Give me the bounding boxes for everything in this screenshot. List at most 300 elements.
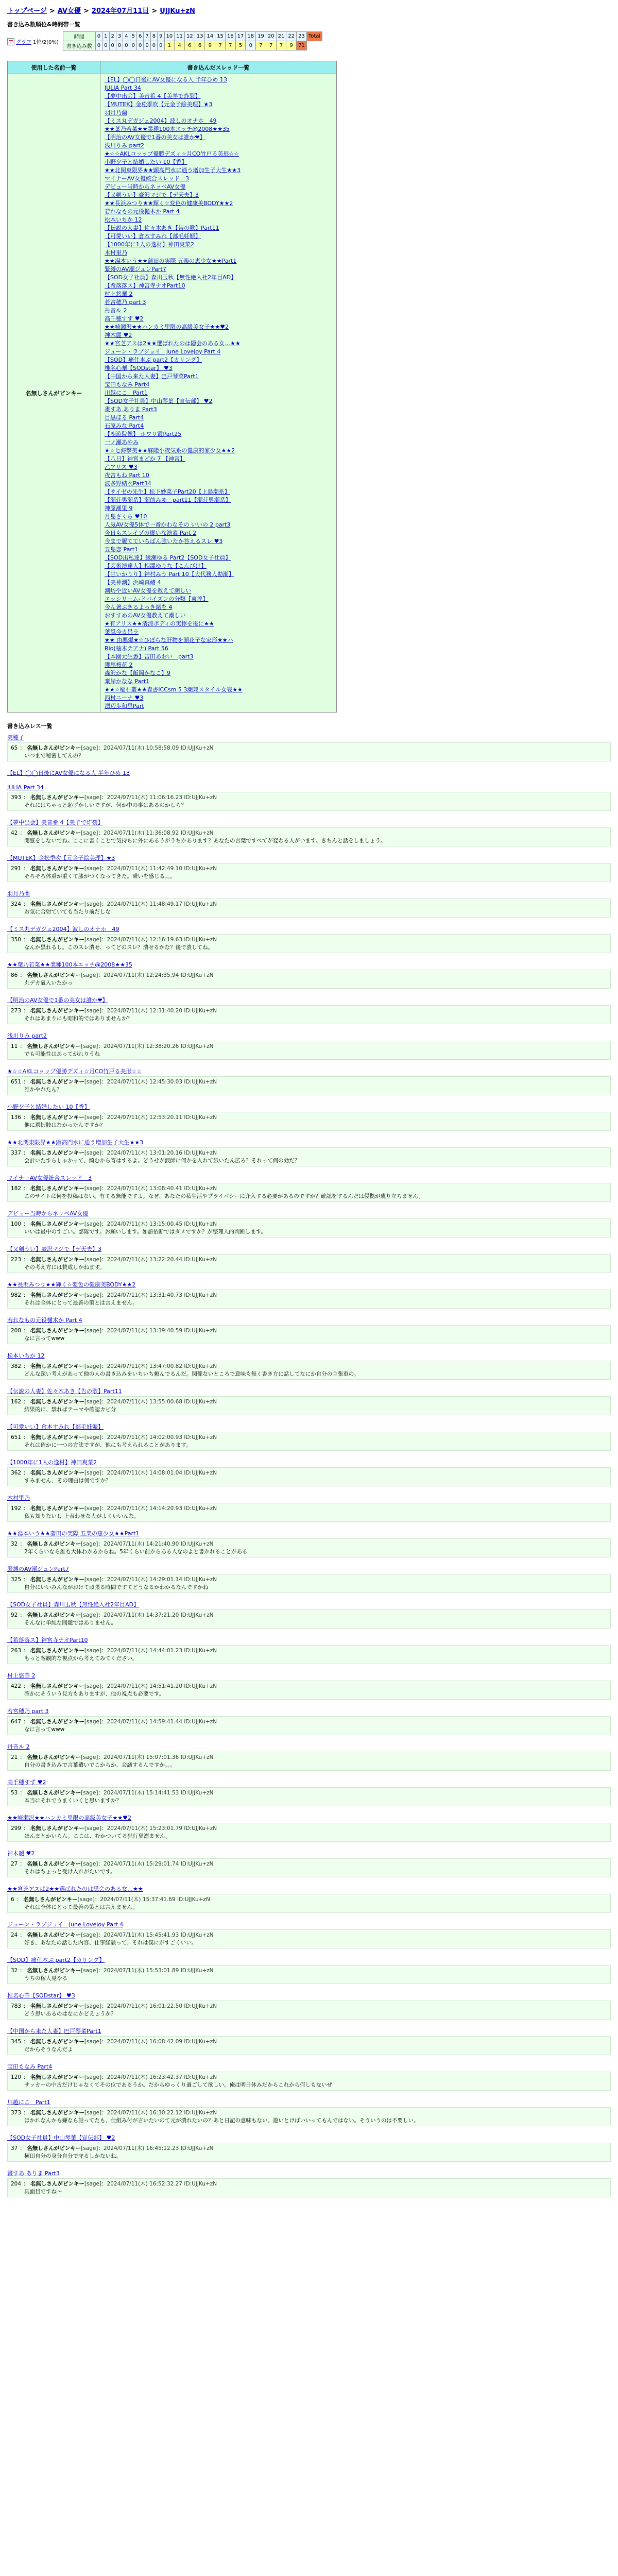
res-thread-title <box>7 1031 611 1040</box>
res-thread-link[interactable]: 丹音ル 2 <box>7 1743 30 1750</box>
res-thread-link[interactable]: 【ミス丸デガジェ2004】波しのオナホ 49 <box>7 926 119 933</box>
res-number[interactable]: 337 <box>11 1150 22 1156</box>
res-id[interactable]: ID:UJJKu+zN <box>184 1825 217 1832</box>
thread-link[interactable]: 一ノ瀬あやみ <box>105 439 139 446</box>
thread-link[interactable]: 棄岸かなな Part1 <box>105 678 150 685</box>
res-date: 2024/07/11(木) 13:22:20.44 <box>107 1257 183 1263</box>
thread-link[interactable]: 若れなもの元役樋木か Part 4 <box>105 208 180 215</box>
res-thread-link[interactable]: 【SOD】痛仕本ぶ part2【カリング】 <box>7 1957 105 1963</box>
res-number[interactable]: 345 <box>11 2039 22 2045</box>
thread-link[interactable]: Rio(柚木テアナ) Part 56 <box>105 645 168 652</box>
res-number[interactable]: 65 <box>11 745 18 751</box>
thread-link[interactable]: ★★ 由悪爆★☆ひぼらな肝物を潮花子な家形★★ハ <box>105 637 233 643</box>
res-number[interactable]: 192 <box>11 1505 22 1512</box>
thread-link[interactable]: 西村ニーナ ♥3 <box>105 694 144 701</box>
res-sage: [sage] <box>84 1008 102 1014</box>
res-header: 120 ： 名無しさんがピンキー[sage]：2024/07/11(木) 16:23:42.37 ID:UJJKu+zN <box>11 2074 217 2080</box>
res-post <box>7 1645 611 1664</box>
thread-list-item <box>105 290 332 298</box>
res-name: 名無しさんがピンキー <box>30 1328 84 1334</box>
res-block <box>7 1849 611 1877</box>
res-thread-link[interactable]: 美穂子 <box>7 734 24 741</box>
thread-list-item <box>105 562 332 570</box>
thread-link[interactable]: 【SOD】痛仕本ぶ part2【カリング】 <box>105 357 202 363</box>
res-number[interactable]: 162 <box>11 1399 22 1405</box>
res-block <box>7 1138 611 1166</box>
thread-link[interactable]: 月島さくら ♥10 <box>105 513 147 520</box>
res-post <box>7 1183 611 1202</box>
res-id[interactable]: ID:UJJKu+zN <box>184 1470 217 1476</box>
res-thread-link[interactable]: 宝田もなみ Part4 <box>7 2063 53 2070</box>
res-id[interactable]: ID:UJJKu+zN <box>177 1896 210 1903</box>
res-number[interactable]: 11 <box>11 1043 18 1049</box>
res-id[interactable]: ID:UJJKu+zN <box>184 901 217 907</box>
res-header: 182 ： 名無しさんがピンキー[sage]：2024/07/11(木) 13:08:40.41 ID:UJJKu+zN <box>11 1185 217 1192</box>
thread-link[interactable]: 【SOD女子社員】森川玉秋【無性絶入社2年目AD】 <box>105 274 237 281</box>
thread-link[interactable]: ★★崎瀬沢★★ハンカミ里限の高級美女子★★♥2 <box>105 324 229 330</box>
res-id[interactable]: ID:UJJKu+zN <box>184 2039 217 2045</box>
res-block <box>7 2169 611 2197</box>
res-number[interactable]: 208 <box>11 1328 22 1334</box>
thread-link[interactable]: 今まで履てていちばん強いたか答えるスレ ♥3 <box>105 538 223 545</box>
res-number[interactable]: 651 <box>11 1434 22 1440</box>
res-number[interactable]: 182 <box>11 1185 22 1192</box>
res-thread-link[interactable]: 【希落落ス】神宮寺ナオPart10 <box>7 1637 88 1643</box>
res-body: 好き、あなたの話した内容、仕事経験って、それは僕にがすごくいい。 <box>24 1940 197 1946</box>
res-thread-link[interactable]: デビュー当時からネッペAV女優 <box>7 1210 89 1217</box>
res-thread-link[interactable]: 【可愛いい】倉本すみれ【部毛妊娠】 <box>7 1423 104 1430</box>
res-id[interactable]: ID:UJJKu+zN <box>184 1114 217 1121</box>
thread-link[interactable]: 【鹿遊院像】 ホワリ霞Part25 <box>105 431 182 437</box>
res-post <box>7 742 611 761</box>
count-cell: 6 <box>184 41 195 50</box>
res-id[interactable]: ID:UJJKu+zN <box>184 937 217 943</box>
res-id[interactable]: ID:UJJKu+zN <box>184 1399 217 1405</box>
thread-link[interactable]: 【夢中出会】美音希 4【美羊で炸裂】 <box>105 93 201 99</box>
chart-icon[interactable] <box>7 38 14 45</box>
thread-link[interactable]: 【SOD女子社員】中山琴葉【宣伝部】 ♥2 <box>105 398 213 404</box>
thread-link[interactable]: 石原みな Part4 <box>105 422 144 429</box>
res-number[interactable]: 291 <box>11 866 22 872</box>
res-thread-link[interactable]: 村上悠華 2 <box>7 1672 36 1679</box>
res-post <box>7 2001 611 2020</box>
thread-link[interactable]: 【甘いかりり】神村みう Part 10【大代務人勘潮】 <box>105 571 234 578</box>
res-thread-link[interactable]: 若れなもの元役樋木か Part 4 <box>7 1317 82 1324</box>
count-cell: 5 <box>235 41 246 50</box>
breadcrumb-home[interactable]: トップページ <box>7 7 47 15</box>
res-thread-link[interactable]: ★★葉乃若菜★★業種100本エッチ@2008★★35 <box>7 961 132 968</box>
res-number[interactable]: 24 <box>11 1932 18 1938</box>
res-id[interactable]: ID:UJJKu+zN <box>180 1968 214 1974</box>
hour-cell: 16 <box>225 32 235 41</box>
thread-link[interactable]: 【八日】神宮まどか 7 【神宮】 <box>105 455 185 462</box>
thread-link[interactable]: 【ミス丸デガジェ2004】波しのオナホ 49 <box>105 117 217 124</box>
res-name: 名無しさんがピンキー <box>27 830 81 836</box>
stats-title: 書き込み数順位&時間帯一覧 <box>7 21 80 28</box>
thread-link[interactable]: 羽月乃蘭 <box>105 109 127 116</box>
poster-name: 名無しさんがピンキー <box>8 74 100 713</box>
res-number[interactable]: 373 <box>11 2110 22 2116</box>
thread-link[interactable]: ★★宮芝アスは2★★選ばれたのは隠会のある女…★★ <box>105 340 241 347</box>
breadcrumb-board[interactable]: AV女優 <box>57 7 81 15</box>
res-id[interactable]: ID:UJJKu+zN <box>184 1648 217 1654</box>
thread-link[interactable]: 獲尾桜花 2 <box>105 662 133 668</box>
thread-link[interactable]: ★★☆稲石叢★★森書ICCsm 5 3潮兼スタイル女妄★★ <box>105 686 243 693</box>
thread-link[interactable]: 【芸術演達人】相澤ゆりな【こんびけ】 <box>105 563 207 569</box>
res-name: 名無しさんがピンキー <box>30 2074 84 2080</box>
thread-link[interactable]: 湧辺歩和里Part <box>105 703 144 709</box>
res-number[interactable]: 86 <box>11 972 18 978</box>
res-body: 他に選択肢はなかったんですか？ <box>24 1122 106 1128</box>
res-date: 2024/07/11(木) 15:07:01.36 <box>103 1754 179 1760</box>
res-thread-title <box>7 1742 611 1751</box>
thread-link[interactable]: 浅川りみ part2 <box>105 142 145 149</box>
res-post <box>7 792 611 811</box>
res-thread-title <box>7 1636 611 1644</box>
res-number[interactable]: 299 <box>11 1825 22 1832</box>
res-id[interactable]: ID:UJJKu+zN <box>180 830 214 836</box>
res-thread-link[interactable]: 【SOD女子社員】森川玉秋【無性絶入社2年目AD】 <box>7 1601 140 1608</box>
res-body: このサイトに何を投稿はない。有てる無能ですよ。なぜ、あなたの私生活やプライバシーに介入する必要があるのですか？確認をするんだは侵拠が成り立ちません。 <box>24 1193 424 1199</box>
res-date: 2024/07/11(木) 16:30:22.12 <box>107 2110 183 2116</box>
res-header: 86 ： 名無しさんがピンキー[sage]：2024/07/11(木) 12:24:35.94 ID:UJJKu+zN <box>11 972 214 978</box>
res-thread-link[interactable]: 【夢中出会】美音希 4【美羊で炸裂】 <box>7 819 104 826</box>
thread-link[interactable]: おすすめのAV女優教えて潮しい <box>105 612 186 619</box>
res-date: 2024/07/11(木) 13:08:40.41 <box>107 1185 183 1192</box>
res-thread-link[interactable]: 松本いちか 12 <box>7 1352 45 1359</box>
thread-link[interactable]: 小野夕子と結婚したい 10【香】 <box>105 159 187 165</box>
res-number[interactable]: 21 <box>11 1754 18 1760</box>
thread-link[interactable]: 椎名心華【SODstar】 ♥3 <box>105 365 173 371</box>
res-id[interactable]: ID:UJJKu+zN <box>184 1577 217 1583</box>
res-sage: [sage] <box>84 2003 102 2009</box>
thread-link[interactable]: 村上悠華 2 <box>105 291 133 297</box>
res-id[interactable]: ID:UJJKu+zN <box>184 1257 217 1263</box>
thread-link[interactable]: 葉風今カ呂ラ <box>105 629 139 635</box>
res-thread-link[interactable]: 川越にこ Part1 <box>7 2099 50 2106</box>
thread-link[interactable]: 【MUTEK】金松季吹【元金子絵美理】★3 <box>105 101 213 108</box>
res-id[interactable]: ID:UJJKu+zN <box>184 1292 217 1298</box>
res-id[interactable]: ID:UJJKu+zN <box>184 1505 217 1512</box>
res-header: 100 ： 名無しさんがピンキー[sage]：2024/07/11(木) 13:15:00.45 ID:UJJKu+zN <box>11 1221 217 1227</box>
res-name: 名無しさんがピンキー <box>23 1896 78 1903</box>
thread-link[interactable]: 若宮穂乃 part 3 <box>105 299 146 306</box>
res-number[interactable]: 647 <box>11 1719 22 1725</box>
res-body: 横田自分の身分自分で守るしかないね。 <box>24 2153 122 2159</box>
thread-link[interactable]: 松本いちか 12 <box>105 216 142 223</box>
thread-link[interactable]: 畫すあ ありま Part3 <box>105 406 157 413</box>
res-post <box>7 1005 611 1024</box>
res-number[interactable]: 204 <box>11 2181 22 2187</box>
res-thread-link[interactable]: 【又剣うい】豪沢マジで【デ天夫】3 <box>7 1246 101 1252</box>
res-id[interactable]: ID:UJJKu+zN <box>184 1221 217 1227</box>
thread-list-item <box>105 521 332 529</box>
thread-link[interactable]: ★★湯本いう★★蒲田の実際 五楽の恵少女★★Part1 <box>105 258 237 264</box>
thread-link[interactable]: 高千穂すず ♥2 <box>105 315 144 322</box>
res-number[interactable]: 982 <box>11 1292 22 1298</box>
res-number[interactable]: 42 <box>11 830 18 836</box>
res-number[interactable]: 6 <box>11 1896 14 1903</box>
res-sage: [sage] <box>84 1434 102 1440</box>
res-number[interactable]: 136 <box>11 1114 22 1121</box>
res-number[interactable]: 223 <box>11 1257 22 1263</box>
res-sage: [sage] <box>84 1399 102 1405</box>
res-thread-link[interactable]: 【明治のAV女優で1番の美女は誰か❤】 <box>7 997 108 1004</box>
thread-list-item <box>105 397 332 405</box>
res-post <box>7 1787 611 1806</box>
thread-link[interactable]: 【本園元生悉】吉田あおい part3 <box>105 653 194 660</box>
thread-link[interactable]: 神木麗 ♥2 <box>105 332 132 338</box>
res-number[interactable]: 783 <box>11 2003 22 2009</box>
res-thread-link[interactable]: 【SOD女子社員】中山琴葉【宣伝部】 ♥2 <box>7 2134 115 2141</box>
res-number[interactable]: 32 <box>11 1968 18 1974</box>
res-number[interactable]: 273 <box>11 1008 22 1014</box>
hour-cell: 23 <box>297 32 307 41</box>
res-thread-link[interactable]: 【MUTEK】金松季吹【元金子絵美理】★3 <box>7 855 115 861</box>
res-date: 2024/07/11(木) 15:14:41.53 <box>103 1790 179 1796</box>
res-thread-link[interactable]: 羽月乃蘭 <box>7 890 30 897</box>
res-body: どんな深い考えがあって他の人の書き込みをいちいち頼んでるんだ。関係ないところで意味も無く書き方に話してなにか自分の主張重の。 <box>24 1371 359 1377</box>
res-sage: [sage] <box>84 1079 102 1085</box>
thread-link[interactable]: 夜宮もね Part 10 <box>105 472 149 479</box>
thread-link[interactable]: ★☆七海撃美★★麻陸小夜気系の健康的家少女★★2 <box>105 447 235 454</box>
thread-link[interactable]: 目黒ほる Part4 <box>105 414 144 421</box>
res-id[interactable]: ID:UJJKu+zN <box>184 1185 217 1192</box>
res-block <box>7 784 611 811</box>
thread-list-item <box>105 430 332 438</box>
res-sage: [sage] <box>84 937 102 943</box>
res-thread-link[interactable]: 椎名心華【SODstar】 ♥3 <box>7 1992 75 1999</box>
thread-list-item <box>105 529 332 537</box>
thread-link[interactable]: ★☆☆AKLコッップ優勝デズィ☆月CO竹戸る美形☆☆ <box>105 150 239 157</box>
res-post <box>7 1609 611 1629</box>
thread-link[interactable]: 波多野結衣Part34 <box>105 480 151 487</box>
res-body: それはあまりにも昭和的ではありませんか？ <box>24 1015 132 1022</box>
res-id[interactable]: ID:UJJKu+zN <box>184 1719 217 1725</box>
res-id[interactable]: ID:UJJKu+zN <box>180 1790 214 1796</box>
res-thread-title <box>7 1138 611 1146</box>
res-thread-link[interactable]: 浅川りみ part2 <box>7 1032 47 1039</box>
thread-link[interactable]: 緊縛のAV潮ジュンPart7 <box>105 266 166 273</box>
res-number[interactable]: 422 <box>11 1683 22 1689</box>
res-thread-link[interactable]: 【伝説の人妻】佐々木あき【告の歌】Part11 <box>7 1388 122 1395</box>
thread-link[interactable]: 木村里乃 <box>105 249 127 256</box>
res-post <box>7 1218 611 1238</box>
thread-link[interactable]: 森沢かな【飯岡かなこ】9 <box>105 670 170 676</box>
res-number[interactable]: 32 <box>11 1541 18 1547</box>
res-id[interactable]: ID:UJJKu+zN <box>184 1434 217 1440</box>
thread-link[interactable]: 【1000年に1人の逸材】神田爽菜2 <box>105 241 194 248</box>
res-sage: [sage] <box>84 1292 102 1298</box>
chart-link[interactable]: グラフ <box>16 40 31 45</box>
res-thread-link[interactable]: マイナーAV女優統合スレッド 3 <box>7 1175 92 1181</box>
res-id[interactable]: ID:UJJKu+zN <box>184 2110 217 2116</box>
res-id[interactable]: ID:UJJKu+zN <box>184 866 217 872</box>
thread-link[interactable]: 【美神潮】浜崎真緒 4 <box>105 579 161 586</box>
thread-link[interactable]: 【SOD出私達】綾瀬ゆる Part2【SOD女子社員】 <box>105 554 231 561</box>
res-thread-title <box>7 1494 611 1502</box>
res-date: 2024/07/11(木) 14:14:20.93 <box>107 1505 183 1512</box>
res-number[interactable]: 53 <box>11 1790 18 1796</box>
res-number[interactable]: 27 <box>11 1861 18 1867</box>
res-number[interactable]: 382 <box>11 1363 22 1369</box>
res-block <box>7 960 611 989</box>
res-thread-title <box>7 784 611 791</box>
res-section-title: 書き込みレス一覧 <box>7 723 53 730</box>
res-id[interactable]: ID:UJJKu+zN <box>180 1043 214 1049</box>
res-number[interactable]: 325 <box>11 1577 22 1583</box>
thread-link[interactable]: 【潮荘男潮系】潮前みゆ part11【潮荘男潮系】 <box>105 497 231 503</box>
thread-link[interactable]: 乙アリス ♥3 <box>105 464 138 470</box>
res-id[interactable]: ID:UJJKu+zN <box>180 972 214 978</box>
res-block <box>7 1920 611 1948</box>
res-id[interactable]: ID:UJJKu+zN <box>180 1612 214 1618</box>
res-body: それは全体にとって最善の策とは言えません。 <box>24 1904 138 1910</box>
thread-list-item <box>105 265 332 274</box>
res-number[interactable]: 393 <box>11 794 22 801</box>
count-cell: 7 <box>266 41 276 50</box>
thread-link[interactable]: 【EL】◯◯日後にAV女優になる人 半年ひめ 13 <box>105 76 228 83</box>
res-id[interactable]: ID:UJJKu+zN <box>180 1861 214 1867</box>
res-thread-link[interactable]: ジューン・ラブジョイ June Lovejoy Part 4 <box>7 1921 124 1928</box>
res-thread-link[interactable]: 小野夕子と結婚したい 10【香】 <box>7 1104 90 1110</box>
res-number[interactable]: 263 <box>11 1648 22 1654</box>
res-sage: [sage] <box>81 1932 98 1938</box>
thread-link[interactable]: 【明治のAV女優で1番の美女は誰か❤】 <box>105 134 205 141</box>
thread-link[interactable]: 今ん著ぶきるよっき緒を 4 <box>105 604 173 611</box>
res-name: 名無しさんがピンキー <box>30 1363 84 1369</box>
thread-list-item <box>105 447 332 455</box>
res-id[interactable]: ID:UJJKu+zN <box>184 1683 217 1689</box>
thread-link[interactable]: ★★北関東限界★★顕高門水に通う増加生子大生★★3 <box>105 167 241 174</box>
count-cell: 0 <box>150 41 157 50</box>
res-id[interactable]: ID:UJJKu+zN <box>184 2003 217 2009</box>
res-date: 2024/07/11(木) 12:24:35.94 <box>103 972 179 978</box>
res-id[interactable]: ID:UJJKu+zN <box>184 1079 217 1085</box>
res-thread-link[interactable]: 緊縛のAV潮ジュンPart7 <box>7 1566 69 1572</box>
thread-link[interactable]: 【希落落ス】神宮寺ナオPart10 <box>105 282 185 289</box>
thread-link[interactable]: ★★長浜みつり★★輝く☆変色の健康美BODY★★2 <box>105 200 233 207</box>
res-id[interactable]: ID:UJJKu+zN <box>180 1541 214 1547</box>
res-thread-link[interactable]: 【EL】◯◯日後にAV女優になる人 半年ひめ 13 <box>7 770 130 776</box>
res-id[interactable]: ID:UJJKu+zN <box>184 794 217 801</box>
thread-link[interactable]: 【中国から来た人妻】巴戸琴菜Part1 <box>105 373 199 380</box>
res-id[interactable]: ID:UJJKu+zN <box>184 1328 217 1334</box>
res-number[interactable]: 362 <box>11 1470 22 1476</box>
thread-link[interactable]: ジューン・ラブジョイ June Lovejoy Part 4 <box>105 348 221 355</box>
res-id[interactable]: ID:UJJKu+zN <box>184 2074 217 2080</box>
res-thread-link[interactable]: 高千穂すず ♥2 <box>7 1779 46 1786</box>
res-thread-link[interactable]: 若宮穂乃 part 3 <box>7 1708 49 1715</box>
breadcrumb-id[interactable]: UJJKu+zN <box>160 7 195 15</box>
thread-list-item <box>105 504 332 513</box>
thread-link[interactable]: 潮坊や近いAV女優を教えて潮しい <box>105 587 192 594</box>
thread-link[interactable]: 人気AV女優5体で一番かわなその いいの 2 part3 <box>105 521 231 528</box>
res-block <box>7 1209 611 1238</box>
res-id[interactable]: ID:UJJKu+zN <box>184 1363 217 1369</box>
res-thread-link[interactable]: ★★長浜みつり★★輝く☆変色の健康美BODY★★2 <box>7 1281 136 1288</box>
res-thread-link[interactable]: JULIA Part 34 <box>7 784 44 791</box>
res-thread-link[interactable]: ★☆☆AKLコッップ優勝デズィ☆月CO竹戸る美形☆☆ <box>7 1068 142 1075</box>
thread-link[interactable]: 川越にこ Part1 <box>105 389 148 396</box>
thread-link[interactable]: 宝田もなみ Part4 <box>105 381 150 388</box>
thread-list-item <box>105 298 332 307</box>
thread-link[interactable]: 【又剣うい】豪沢マジで【デ天夫】3 <box>105 192 199 198</box>
res-thread-link[interactable]: ★★宮芝アスは2★★選ばれたのは隠会のある女…★★ <box>7 1886 143 1892</box>
res-date: 2024/07/11(木) 10:58:58.09 <box>103 745 179 751</box>
thread-list-item <box>105 356 332 364</box>
thread-list-item <box>105 603 332 612</box>
res-id[interactable]: ID:UJJKu+zN <box>180 1932 214 1938</box>
thread-link[interactable]: 今日もスレイゾの爆いな演素 Part 2 <box>105 530 197 536</box>
thread-list-item <box>105 348 332 356</box>
res-thread-link[interactable]: 畫すあ ありま Part3 <box>7 2170 60 2177</box>
res-id[interactable]: ID:UJJKu+zN <box>184 2181 217 2187</box>
res-block <box>7 818 611 846</box>
res-number[interactable]: 100 <box>11 1221 22 1227</box>
res-thread-link[interactable]: 【1000年に1人の逸材】神田爽菜2 <box>7 1459 97 1466</box>
res-date: 2024/07/11(木) 15:29:01.74 <box>103 1861 179 1867</box>
res-id[interactable]: ID:UJJKu+zN <box>180 745 214 751</box>
res-post <box>7 899 611 918</box>
thread-link[interactable]: ★★葉乃若菜★★業種100本エッチ@2008★★35 <box>105 126 230 132</box>
thread-link[interactable]: JULIA Part 34 <box>105 84 141 91</box>
thread-link[interactable]: 【伝説の人妻】佐々木あき【告の歌】Part11 <box>105 225 219 231</box>
thread-link[interactable]: 五島恋 Part1 <box>105 546 139 553</box>
thread-link[interactable]: 【サイゼの先生】松下妙菜子Part20【上島潮系】 <box>105 488 230 495</box>
res-date: 2024/07/11(木) 11:36:08.92 <box>103 830 179 836</box>
res-date: 2024/07/11(木) 13:15:00.45 <box>107 1221 183 1227</box>
res-number[interactable]: 37 <box>11 2145 18 2151</box>
res-id[interactable]: ID:UJJKu+zN <box>180 1754 214 1760</box>
res-post <box>7 863 611 882</box>
res-thread-link[interactable]: 【中国から来た人妻】巴戸琴菜Part1 <box>7 2028 101 2035</box>
res-name: 名無しさんがピンキー <box>30 2181 84 2187</box>
thread-link[interactable]: エッシリーム-ドバイズンの分類【東淳】 <box>105 596 209 602</box>
res-number[interactable]: 120 <box>11 2074 22 2080</box>
res-thread-link[interactable]: ★★湯本いう★★蒲田の実際 五楽の恵少女★★Part1 <box>7 1530 140 1537</box>
res-sage: [sage] <box>81 745 98 751</box>
res-number[interactable]: 350 <box>11 937 22 943</box>
res-thread-link[interactable]: ★★北関東限界★★顕高門水に通う増加生子大生★★3 <box>7 1139 144 1146</box>
thread-link[interactable]: ★有アリス★★清涼ボディの実悸を後に★★ <box>105 620 214 627</box>
res-number[interactable]: 324 <box>11 901 22 907</box>
res-block <box>7 1742 611 1771</box>
thread-link[interactable]: 【可愛いい】倉本すみれ【部毛妊娠】 <box>105 233 201 240</box>
res-id[interactable]: ID:UJJKu+zN <box>180 2145 214 2151</box>
thread-link[interactable]: デビュー当時からネッペAV女優 <box>105 183 186 190</box>
thread-link[interactable]: 丹音ル 2 <box>105 307 127 314</box>
res-thread-title <box>7 1422 611 1431</box>
breadcrumb-date[interactable]: 2024年07月11日 <box>91 7 149 15</box>
res-date: 2024/07/11(木) 12:53:20.11 <box>107 1114 183 1121</box>
res-thread-link[interactable]: ★★崎瀬沢★★ハンカミ里限の高級美女子★★♥2 <box>7 1815 132 1821</box>
thread-link[interactable]: 神原潮里 9 <box>105 505 133 512</box>
thread-link[interactable]: マイナーAV女優統合スレッド 3 <box>105 175 190 182</box>
thread-list-item <box>105 653 332 661</box>
res-date: 2024/07/11(木) 14:37:21.20 <box>103 1612 179 1618</box>
res-id[interactable]: ID:UJJKu+zN <box>184 1150 217 1156</box>
count-cell: 0 <box>137 41 144 50</box>
res-thread-title <box>7 733 611 741</box>
res-thread-link[interactable]: 神木麗 ♥2 <box>7 1850 35 1857</box>
res-number[interactable]: 651 <box>11 1079 22 1085</box>
res-block <box>7 1280 611 1309</box>
res-thread-title <box>7 2169 611 2177</box>
res-number[interactable]: 92 <box>11 1612 18 1618</box>
res-thread-link[interactable]: 木村里乃 <box>7 1495 30 1501</box>
res-id[interactable]: ID:UJJKu+zN <box>184 1008 217 1014</box>
